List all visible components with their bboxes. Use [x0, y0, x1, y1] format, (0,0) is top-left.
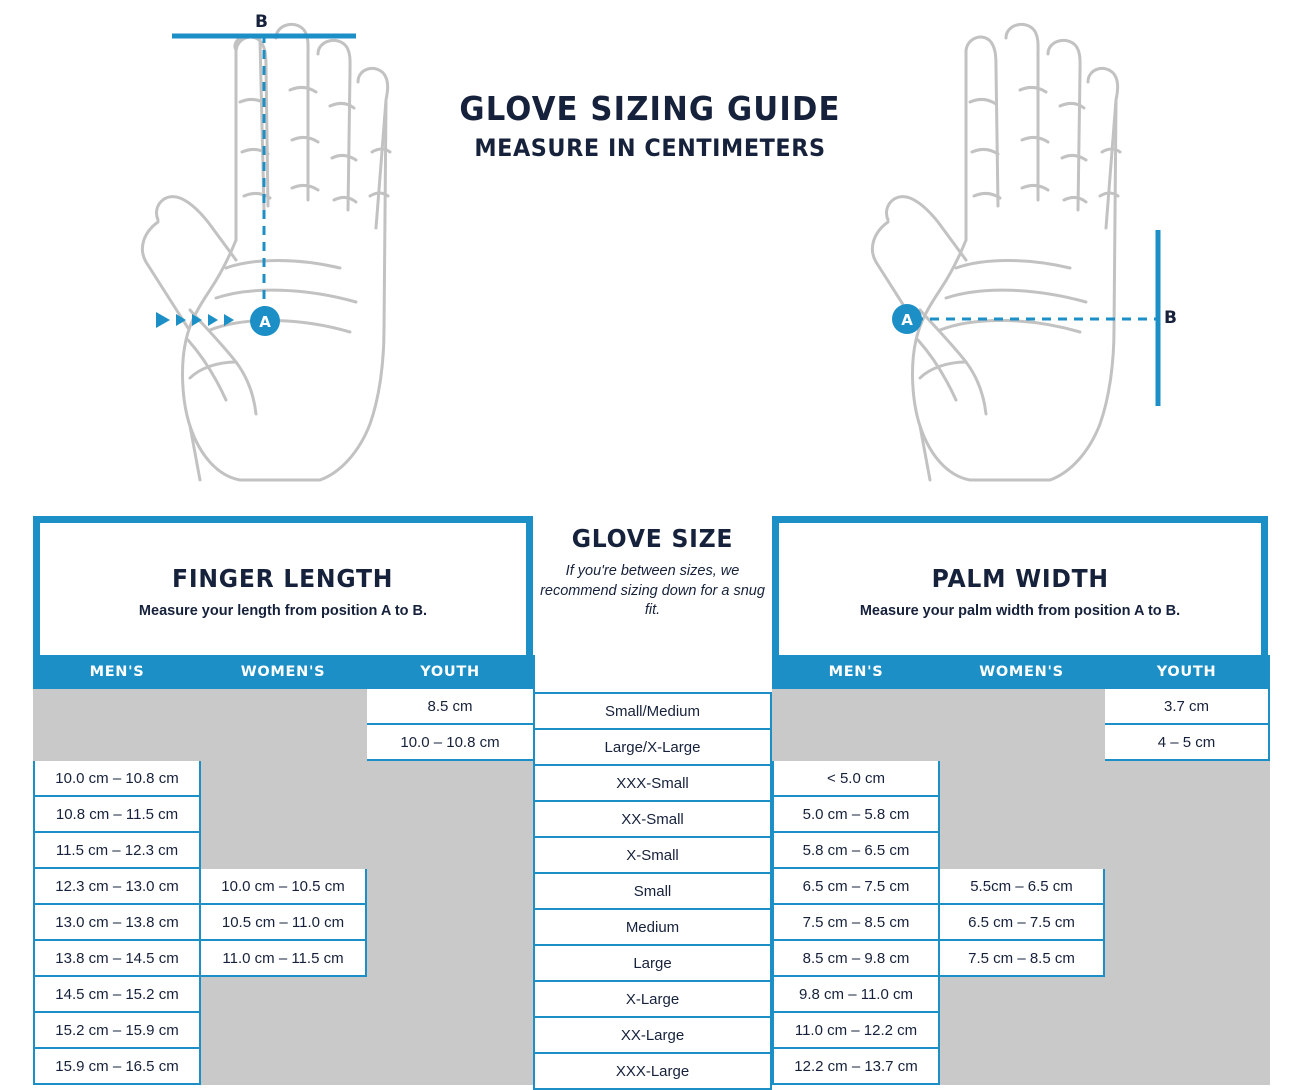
- label-a-right-badge: [888, 303, 926, 339]
- table-row: [34, 832, 534, 868]
- cell-size: Small/Medium: [534, 693, 771, 729]
- measure-dashed-left: [248, 30, 288, 330]
- table-row: [773, 904, 1269, 940]
- table-row: [534, 693, 771, 729]
- cell-palm_mens: 8.5 cm – 9.8 cm: [773, 940, 939, 976]
- panel-palm-width: [772, 516, 1268, 656]
- col-youth: YOUTH: [1104, 656, 1269, 688]
- cell-finger_womens: [200, 1012, 366, 1048]
- measure-dashed-right: [910, 305, 1170, 335]
- cell-palm_womens: [939, 760, 1104, 796]
- cell-palm_youth: [1104, 976, 1269, 1012]
- table-glove-size: [533, 692, 772, 1090]
- cell-finger_mens: 13.0 cm – 13.8 cm: [34, 904, 200, 940]
- cell-size: X-Large: [534, 981, 771, 1017]
- cell-palm_youth: [1104, 940, 1269, 976]
- cell-palm_youth: [1104, 904, 1269, 940]
- cell-palm_mens: [773, 724, 939, 760]
- cell-palm_womens: [939, 832, 1104, 868]
- panel-glove-size-title: GLOVE SIZE: [571, 524, 734, 553]
- table-row: [773, 1012, 1269, 1048]
- cell-finger_womens: [200, 976, 366, 1012]
- table-row: [773, 760, 1269, 796]
- cell-palm_womens: [939, 1012, 1104, 1048]
- cell-finger_mens: 12.3 cm – 13.0 cm: [34, 868, 200, 904]
- panel-glove-size: [533, 524, 772, 621]
- table-row: [773, 940, 1269, 976]
- col-womens: WOMEN'S: [939, 656, 1104, 688]
- cell-finger_mens: 15.2 cm – 15.9 cm: [34, 1012, 200, 1048]
- cell-size: XX-Small: [534, 801, 771, 837]
- cell-palm_mens: 9.8 cm – 11.0 cm: [773, 976, 939, 1012]
- cell-finger_mens: 15.9 cm – 16.5 cm: [34, 1048, 200, 1084]
- col-womens: WOMEN'S: [200, 656, 366, 688]
- panel-glove-size-desc: If you're between sizes, we recommend sizing down for a snug fit.: [540, 563, 765, 619]
- cell-finger_mens: 14.5 cm – 15.2 cm: [34, 976, 200, 1012]
- table-row: [34, 976, 534, 1012]
- cell-finger_youth: [366, 868, 534, 904]
- table-row: [773, 1048, 1269, 1084]
- cell-size: Small: [534, 873, 771, 909]
- cell-finger_youth: [366, 760, 534, 796]
- cell-finger_mens: [34, 688, 200, 724]
- table-row: [773, 976, 1269, 1012]
- table-row: [534, 729, 771, 765]
- col-mens: MEN'S: [34, 656, 200, 688]
- cell-palm_womens: 6.5 cm – 7.5 cm: [939, 904, 1104, 940]
- cell-palm_womens: [939, 724, 1104, 760]
- cell-size: XX-Large: [534, 1017, 771, 1053]
- cell-size: Large: [534, 945, 771, 981]
- col-mens: MEN'S: [773, 656, 939, 688]
- table-row: [34, 796, 534, 832]
- table-row: [34, 1012, 534, 1048]
- cell-palm_womens: [939, 688, 1104, 724]
- cell-finger_youth: [366, 832, 534, 868]
- cell-palm_womens: [939, 976, 1104, 1012]
- table-row: [34, 688, 534, 724]
- cell-palm_youth: [1104, 1012, 1269, 1048]
- table-row: [773, 724, 1269, 760]
- cell-palm_womens: 7.5 cm – 8.5 cm: [939, 940, 1104, 976]
- panel-finger-length: [33, 516, 533, 656]
- cell-palm_womens: 5.5cm – 6.5 cm: [939, 868, 1104, 904]
- cell-finger_youth: [366, 1012, 534, 1048]
- cell-finger_mens: 13.8 cm – 14.5 cm: [34, 940, 200, 976]
- table-row: [534, 1017, 771, 1053]
- table-row: [534, 909, 771, 945]
- col-youth: YOUTH: [366, 656, 534, 688]
- cell-palm_mens: 12.2 cm – 13.7 cm: [773, 1048, 939, 1084]
- cell-palm_youth: [1104, 868, 1269, 904]
- table-finger-length: [33, 655, 535, 1085]
- panel-finger-length-title: FINGER LENGTH: [172, 564, 394, 594]
- cell-finger_youth: [366, 796, 534, 832]
- cell-finger_mens: 11.5 cm – 12.3 cm: [34, 832, 200, 868]
- title-main: GLOVE SIZING GUIDE: [459, 89, 841, 128]
- label-a-left-badge: [246, 305, 284, 341]
- cell-finger_womens: 10.5 cm – 11.0 cm: [200, 904, 366, 940]
- panel-finger-length-desc: Measure your length from position A to B.: [138, 603, 428, 620]
- cell-finger_youth: [366, 1048, 534, 1084]
- cell-finger_womens: 10.0 cm – 10.5 cm: [200, 868, 366, 904]
- cell-palm_mens: 6.5 cm – 7.5 cm: [773, 868, 939, 904]
- svg-text:A: A: [901, 311, 913, 329]
- table-row: [773, 868, 1269, 904]
- cell-size: Large/X-Large: [534, 729, 771, 765]
- cell-palm_mens: 5.0 cm – 5.8 cm: [773, 796, 939, 832]
- table-header-row: [773, 656, 1269, 688]
- title-sub: MEASURE IN CENTIMETERS: [474, 133, 826, 162]
- cell-finger_mens: [34, 724, 200, 760]
- cell-palm_mens: [773, 688, 939, 724]
- cell-finger_youth: [366, 940, 534, 976]
- cell-size: X-Small: [534, 837, 771, 873]
- table-row: [534, 801, 771, 837]
- cell-finger_youth: [366, 976, 534, 1012]
- cell-palm_youth: [1104, 832, 1269, 868]
- table-palm-width: [772, 655, 1270, 1085]
- table-row: [534, 945, 771, 981]
- cell-palm_youth: 3.7 cm: [1104, 688, 1269, 724]
- table-row: [773, 796, 1269, 832]
- cell-finger_womens: [200, 1048, 366, 1084]
- hand-diagram-palm-width: [760, 10, 1200, 515]
- svg-text:A: A: [259, 313, 271, 331]
- table-header-row: [34, 656, 534, 688]
- label-b-right: B: [1164, 308, 1177, 328]
- cell-palm_youth: 4 – 5 cm: [1104, 724, 1269, 760]
- cell-palm_womens: [939, 796, 1104, 832]
- cell-size: Medium: [534, 909, 771, 945]
- table-row: [34, 1048, 534, 1084]
- cell-finger_womens: [200, 760, 366, 796]
- cell-finger_youth: 10.0 – 10.8 cm: [366, 724, 534, 760]
- cell-palm_womens: [939, 1048, 1104, 1084]
- table-row: [773, 832, 1269, 868]
- cell-palm_mens: 7.5 cm – 8.5 cm: [773, 904, 939, 940]
- cell-finger_womens: [200, 724, 366, 760]
- table-row: [34, 760, 534, 796]
- cell-finger_youth: 8.5 cm: [366, 688, 534, 724]
- cell-palm_youth: [1104, 796, 1269, 832]
- cell-finger_mens: 10.0 cm – 10.8 cm: [34, 760, 200, 796]
- table-row: [534, 837, 771, 873]
- cell-size: XXX-Small: [534, 765, 771, 801]
- cell-palm_youth: [1104, 1048, 1269, 1084]
- panel-palm-width-title: PALM WIDTH: [931, 564, 1109, 594]
- cell-finger_youth: [366, 904, 534, 940]
- cell-palm_mens: < 5.0 cm: [773, 760, 939, 796]
- cell-palm_youth: [1104, 760, 1269, 796]
- table-row: [534, 873, 771, 909]
- cell-finger_womens: [200, 832, 366, 868]
- table-row: [34, 868, 534, 904]
- label-b-left: B: [255, 12, 268, 32]
- table-row: [34, 904, 534, 940]
- panel-palm-width-desc: Measure your palm width from position A to B.: [859, 603, 1181, 620]
- cell-size: XXX-Large: [534, 1053, 771, 1089]
- table-row: [534, 765, 771, 801]
- cell-finger_womens: [200, 688, 366, 724]
- cell-palm_mens: 11.0 cm – 12.2 cm: [773, 1012, 939, 1048]
- cell-finger_mens: 10.8 cm – 11.5 cm: [34, 796, 200, 832]
- cell-finger_womens: 11.0 cm – 11.5 cm: [200, 940, 366, 976]
- cell-finger_womens: [200, 796, 366, 832]
- table-row: [34, 724, 534, 760]
- cell-palm_mens: 5.8 cm – 6.5 cm: [773, 832, 939, 868]
- table-row: [534, 981, 771, 1017]
- table-row: [34, 940, 534, 976]
- table-row: [534, 1053, 771, 1089]
- table-row: [773, 688, 1269, 724]
